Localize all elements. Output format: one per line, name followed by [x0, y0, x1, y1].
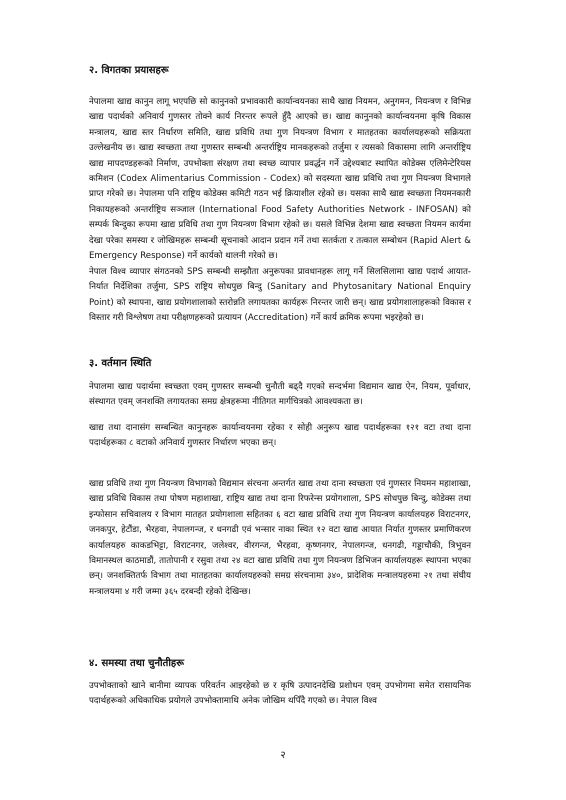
section-heading-problems-challenges: ४. समस्या तथा चुनौतीहरू	[89, 658, 185, 669]
section-heading-current-status: ३. वर्तमान स्थिति	[89, 358, 152, 369]
paragraph-current-status-2: खाद्य तथा दानासंग सम्बन्धित कानुनहरू कार्यान्वयनमा रहेका र सोही अनुरूप खाद्य पदार्थहरूका १२१ वटा तथा दाना पदार्थहरूका ८ वटाको अनिवार्य गुणस्तर निर्धारण भएका छन्।	[89, 423, 471, 449]
page-number: २	[280, 750, 286, 761]
paragraph-past-efforts-1: नेपालमा खाद्य कानुन लागू भएपछि सो कानुनको प्रभावकारी कार्यान्वयनका साथै खाद्य नियमन, अनुगमन, नियन्त्रण र विभिन्न खाद्य पदार्थको अनिवार्य गुणस्तर तोक्ने कार्य निरन्तर रूपले हुँदै आएको छ। खाद्य कानुनको कार्यान्वयनमा कृषि विकास मन्त्रालय, खाद्य स्तर निर्धारण समिति, खाद्य प्रविधि तथा गुण नियन्त्रण विभाग र मातहतका कार्यालयहरूको सक्रियता उल्लेखनीय छ। खाद्य स्वच्छता तथा गुणस्तर सम्बन्धी अन्तर्राष्ट्रिय मानकहरूको तर्जुमा र त्यसको विकासमा लागि अन्तर्राष्ट्रिय खाद्य मापदण्डहरूको निर्माण, उपभोक्ता संरक्षण तथा स्वच्छ व्यापार प्रवर्द्धन गर्ने उद्देश्यबाट स्थापित कोडेक्स एलिमेन्टेरियस कमिशन (Codex Alimentarius Commission - Codex) को सदस्यता खाद्य प्रविधि तथा गुण नियन्त्रण विभागले प्राप्त गरेको छ। नेपालमा पनि राष्ट्रिय कोडेक्स कमिटी गठन भई क्रियाशील रहेको छ। यसका साथै खाद्य स्वच्छता नियमनकारी निकायहरूको अन्तर्राष्ट्रिय सञ्जाल (International Food Safety Authorities Network - INFOSAN) को सम्पर्क बिन्दुका रूपमा खाद्य प्रविधि तथा गुण नियन्त्रण विभाग रहेको छ। यसले विभिन्न देशमा खाद्य स्वच्छता नियमन कार्यमा देखा परेका समस्या र जोखिमहरू सम्बन्धी सूचनाको आदान प्रदान गर्ने तथा सतर्कता र तत्काल सम्बोधन (Rapid Alert & Emergency Response) गर्ने कार्यको थालनी गरेको छ।	[89, 97, 471, 262]
paragraph-past-efforts-2: नेपाल विश्व व्यापार संगठनको SPS सम्बन्धी सम्झौता अनुरूपका प्रावधानहरू लागू गर्ने सिलसिलामा खाद्य पदार्थ आयात-निर्यात निर्देशिका तर्जुमा, SPS राष्ट्रिय सोधपुछ बिन्दु (Sanitary and Phytosanitary National Enquiry Point) को स्थापना, खाद्य प्रयोगशालाको स्तरोन्नति लगायतका कार्यहरू निरन्तर जारी छन्। खाद्य प्रयोगशालाहरूको विकास र विस्तार गरी विश्लेषण तथा परीक्षणहरूको प्रत्यायन (Accreditation) गर्ने कार्य क्रमिक रूपमा भइरहेको छ।	[89, 267, 471, 324]
paragraph-current-status-1: नेपालमा खाद्य पदार्थमा स्वच्छता एवम् गुणस्तर सम्बन्धी चुनौती बढ्दै गएको सन्दर्भमा विद्यमान खाद्य ऐन, नियम, पूर्वाधार, संस्थागत एवम् जनशक्ति लगायतका समग्र क्षेत्रहरूमा नीतिगत मार्गचित्रको आवश्यकता छ।	[89, 382, 471, 408]
paragraph-problems-challenges-1: उपभोक्ताको खाने बानीमा व्यापक परिवर्तन आइरहेको छ र कृषि उत्पादनदेखि प्रशोधन एवम् उपभोगमा समेत रासायनिक पदार्थहरूको अधिकाधिक प्रयोगले उपभोक्तामाथि अनेक जोखिम थपिँदै गएको छ। नेपाल विश्व	[89, 681, 471, 707]
section-heading-past-efforts: २. विगतका प्रयासहरू	[89, 65, 169, 76]
paragraph-current-status-3: खाद्य प्रविधि तथा गुण नियन्त्रण विभागको विद्यमान संरचना अन्तर्गत खाद्य तथा दाना स्वच्छता एवं गुणस्तर नियमन महाशाखा, खाद्य प्रविधि विकास तथा पोषण महाशाखा, राष्ट्रिय खाद्य तथा दाना रिफरेन्स प्रयोगशाला, SPS सोधपुछ बिन्दु, कोडेक्स तथा इन्फोसान सचिवालय र विभाग मातहत प्रयोगशाला सहितका ६ वटा खाद्य प्रविधि तथा गुण नियन्त्रण कार्यालयहरु विराटनगर, जनकपुर, हेटौंडा, भैरहवा, नेपालगन्ज, र धनगढी एवं भन्सार नाका स्थित १२ वटा खाद्य आयात निर्यात गुणस्तर प्रमाणिकरण कार्यालयहरु काकडभिट्टा, विराटनगर, जलेश्वर, वीरगन्ज, भैरहवा, कृष्णनगर, नेपालगन्ज, धनगढी, गड्डाचौकी, त्रिभुवन विमानस्थल काठमाडौं, तातोपानी र रसुवा तथा २४ वटा खाद्य प्रविधि तथा गुण नियन्त्रण डिभिजन कार्यालयहरू स्थापना भएका छन्। जनशक्तितर्फ विभाग तथा मातहतका कार्यालयहरुको समग्र संरचनामा ३४०, प्रादेशिक मन्त्रालयहरुमा २१ तथा संघीय मन्त्रालयमा ४ गरी जम्मा ३६५ दरबन्दी रहेको देखिन्छ।	[89, 479, 471, 597]
